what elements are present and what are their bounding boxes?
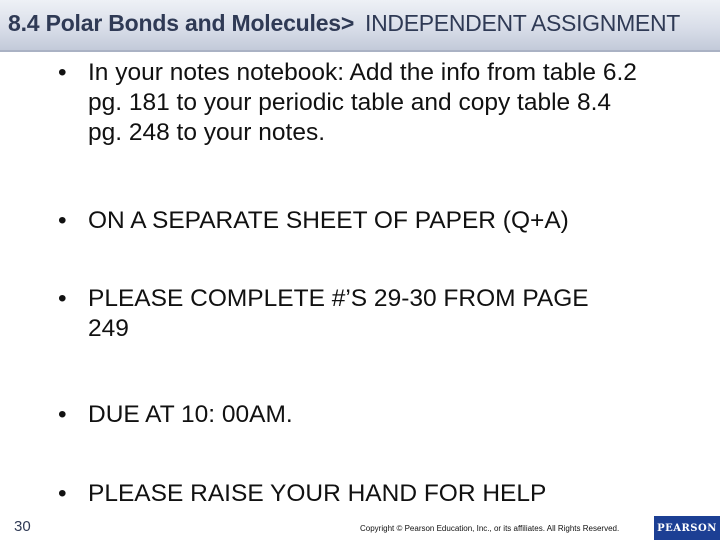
title-subject: 8.4 Polar Bonds and Molecules>: [8, 10, 355, 36]
bullet-item: [58, 58, 698, 148]
copyright-notice: Copyright © Pearson Education, Inc., or its affiliates. All Rights Reserved.: [360, 524, 620, 533]
bullet-dot: •: [58, 480, 67, 507]
title-topic: INDEPENDENT ASSIGNMENT: [365, 10, 681, 36]
bullet-text: PLEASE RAISE YOUR HAND FOR HELP: [88, 480, 547, 507]
page-number: 30: [14, 518, 31, 535]
bullet-item: [58, 479, 698, 509]
header-divider: [0, 50, 720, 52]
bullet-text: In your notes notebook: Add the info from table 6.2 pg. 181 to your periodic table and copy table 8.4 pg. 248 to your notes.: [88, 59, 637, 146]
bullet-dot: •: [58, 401, 67, 428]
bullet-dot: •: [58, 285, 67, 312]
bullet-item: [58, 284, 698, 344]
slide-title: [8, 10, 681, 37]
bullet-dot: •: [58, 207, 67, 234]
bullet-text: DUE AT 10: 00AM.: [88, 401, 293, 428]
bullet-dot: •: [58, 59, 67, 86]
bullet-item: [58, 206, 698, 236]
bullet-item: [58, 400, 698, 430]
pearson-logo: PEARSON: [654, 516, 720, 540]
bullet-text: PLEASE COMPLETE #’S 29-30 FROM PAGE 249: [88, 285, 589, 342]
bullet-text: ON A SEPARATE SHEET OF PAPER (Q+A): [88, 207, 569, 234]
